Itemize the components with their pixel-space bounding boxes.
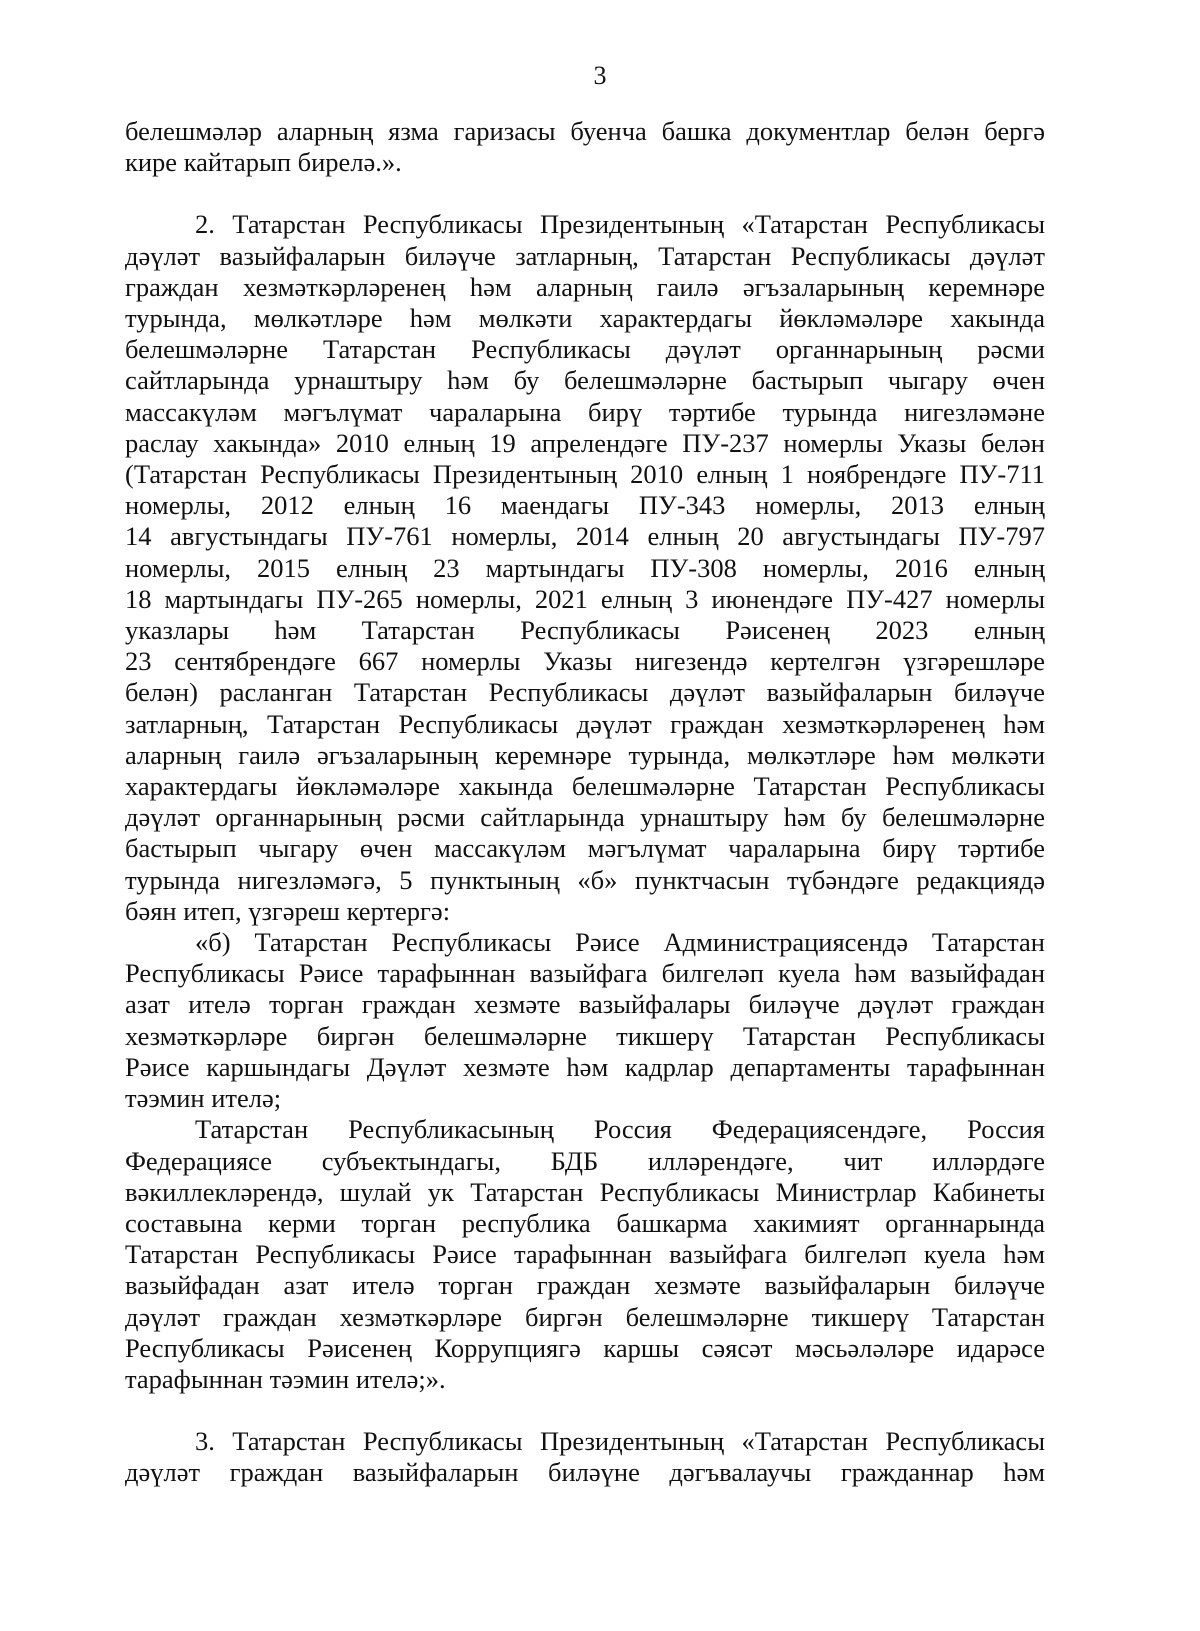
text-line: белешмәләрне Татарстан Республикасы дәүләт органнарының рәсми — [125, 334, 1045, 365]
text-line: Республикасы Рәисенең Коррупциягә каршы сәясәт мәсьәләләре идарәсе — [125, 1332, 1045, 1363]
text-line: «б) Татарстан Республикасы Рәисе Администрациясендә Татарстан — [195, 927, 1045, 958]
paragraph-quoted-continuation — [125, 1114, 1045, 1395]
text-line: Федерациясе субъектындагы, БДБ илләрендәге, чит илләрдәге — [125, 1145, 1045, 1176]
text-line: турында нигезләмәгә, 5 пунктының «б» пунктчасын түбәндәге редакциядә — [125, 864, 1045, 895]
text-line: дәүләт граждан вазыйфаларын биләүне дәгъвалаучы гражданнар һәм — [125, 1457, 1045, 1488]
paragraph-gap — [125, 178, 1045, 209]
text-line: бәян итеп, үзгәреш кертергә: — [125, 895, 451, 926]
text-line: дәүләт органнарының рәсми сайтларында урнаштыру һәм бу белешмәләрне — [125, 802, 1045, 833]
text-line: Татарстан Республикасының Россия Федерациясендәге, Россия — [195, 1114, 1045, 1145]
text-line: вәкиллекләрендә, шулай ук Татарстан Республикасы Министрлар Кабинеты — [125, 1176, 1045, 1207]
text-line: тарафыннан тәэмин ителә;». — [125, 1363, 446, 1394]
text-line: граждан хезмәткәрләренең һәм аларның гаилә әгъзаларының керемнәре — [125, 271, 1045, 302]
text-line: Татарстан Республикасы Рәисе тарафыннан вазыйфага билгеләп куела һәм — [125, 1239, 1045, 1270]
paragraph-item-2 — [125, 209, 1045, 927]
text-line: 3. Татарстан Республикасы Президентының «Татарстан Республикасы — [195, 1426, 1045, 1457]
text-line: составына керми торган республика башкарма хакимият органнарында — [125, 1207, 1045, 1238]
text-line: кире кайтарып бирелә.». — [125, 147, 402, 178]
text-line: сайтларында урнаштыру һәм бу белешмәләрне бастырып чыгару өчен — [125, 365, 1045, 396]
text-line: массакүләм мәгълүмат чараларына бирү тәртибе турында нигезләмәне — [125, 396, 1045, 427]
text-line: 23 сентябрендәге 667 номерлы Указы нигезендә кертелгән үзгәрешләре — [125, 646, 1045, 677]
document-body — [125, 116, 1045, 1489]
text-line: затларның, Татарстан Республикасы дәүләт граждан хезмәткәрләренең һәм — [125, 708, 1045, 739]
text-line: белән) расланган Татарстан Республикасы дәүләт вазыйфаларын биләүче — [125, 677, 1045, 708]
text-line: (Татарстан Республикасы Президентының 2010 елның 1 ноябрендәге ПУ-711 — [125, 459, 1045, 490]
paragraph-item-3 — [125, 1426, 1045, 1488]
text-line: номерлы, 2012 елның 16 маендагы ПУ-343 номерлы, 2013 елның — [125, 490, 1045, 521]
text-line: 18 мартындагы ПУ-265 номерлы, 2021 елның 3 июнендәге ПУ-427 номерлы — [125, 583, 1045, 614]
paragraph-quoted-b — [125, 927, 1045, 1114]
text-line: аларның гаилә әгъзаларының керемнәре турында, мөлкәтләре һәм мөлкәти — [125, 739, 1045, 770]
text-line: тәэмин ителә; — [125, 1083, 282, 1114]
text-line: азат ителә торган граждан хезмәте вазыйфалары биләүче дәүләт граждан — [125, 989, 1045, 1020]
text-line: Республикасы Рәисе тарафыннан вазыйфага билгеләп куела һәм вазыйфадан — [125, 958, 1045, 989]
text-line: раслау хакында» 2010 елның 19 апрелендәге ПУ-237 номерлы Указы белән — [125, 427, 1045, 458]
text-line: турында, мөлкәтләре һәм мөлкәти характердагы йөкләмәләре хакында — [125, 303, 1045, 334]
text-line: дәүләт граждан хезмәткәрләре биргән белешмәләрне тикшерү Татарстан — [125, 1301, 1045, 1332]
text-line: характердагы йөкләмәләре хакында белешмәләрне Татарстан Республикасы — [125, 771, 1045, 802]
text-line: номерлы, 2015 елның 23 мартындагы ПУ-308 номерлы, 2016 елның — [125, 552, 1045, 583]
text-line: белешмәләр аларның язма гаризасы буенча башка документлар белән бергә — [125, 116, 1045, 146]
page-number: 3 — [593, 61, 607, 90]
text-line: Рәисе каршындагы Дәүләт хезмәте һәм кадрлар департаменты тарафыннан — [125, 1051, 1045, 1082]
paragraph-continuation — [125, 116, 1045, 178]
text-line: вазыйфадан азат ителә торган граждан хезмәте вазыйфаларын биләүче — [125, 1270, 1045, 1301]
text-line: дәүләт вазыйфаларын биләүче затларның, Татарстан Республикасы дәүләт — [125, 240, 1045, 271]
paragraph-gap — [125, 1395, 1045, 1426]
text-line: бастырып чыгару өчен массакүләм мәгълүмат чараларына бирү тәртибе — [125, 833, 1045, 864]
text-line: хезмәткәрләре биргән белешмәләрне тикшерү Татарстан Республикасы — [125, 1020, 1045, 1051]
text-line: указлары һәм Татарстан Республикасы Рәисенең 2023 елның — [125, 615, 1045, 646]
text-line: 14 августындагы ПУ-761 номерлы, 2014 елның 20 августындагы ПУ-797 — [125, 521, 1045, 552]
text-line: 2. Татарстан Республикасы Президентының «Татарстан Республикасы — [195, 209, 1045, 240]
